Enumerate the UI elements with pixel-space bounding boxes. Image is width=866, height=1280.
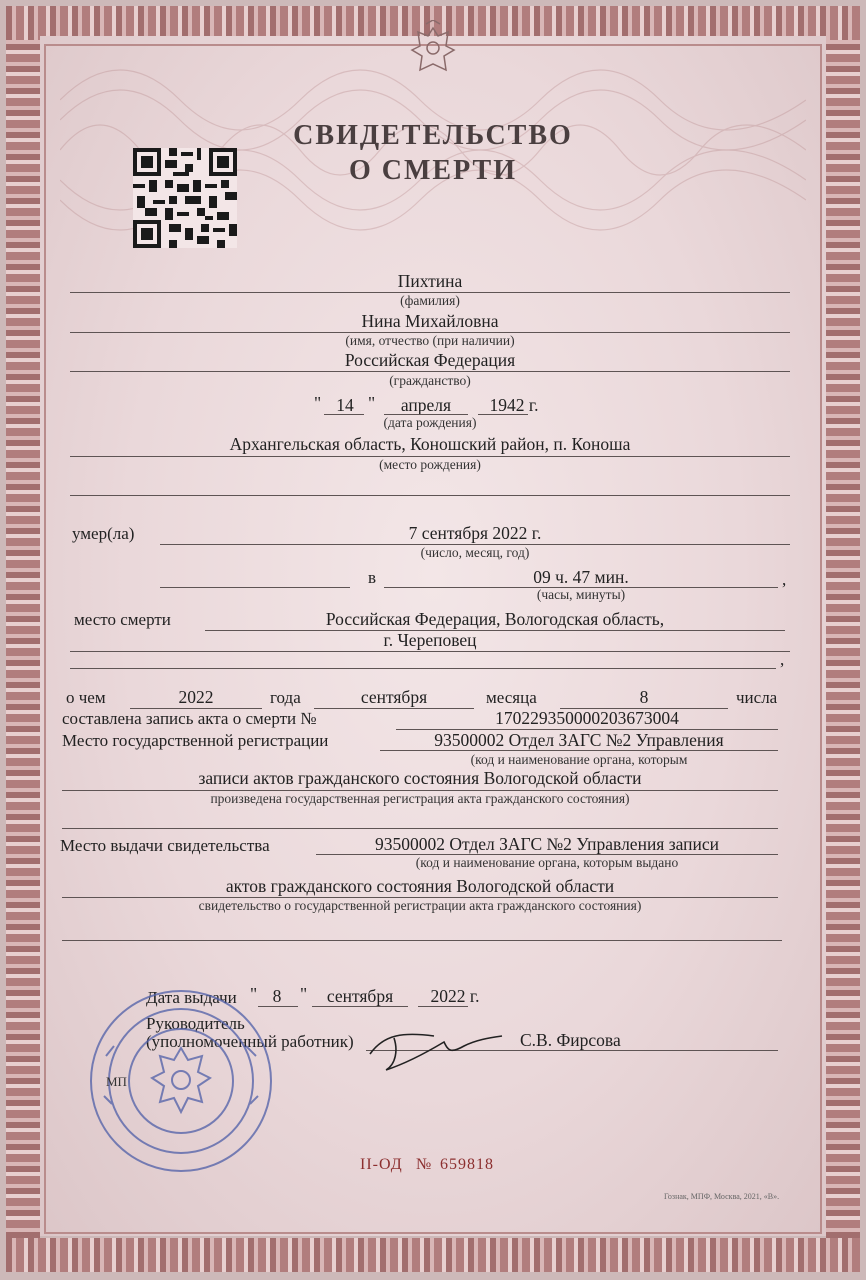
death-time-in-label: в (368, 568, 377, 587)
reg-place-line2-value: записи актов гражданского состояния Вологодской области (198, 768, 642, 788)
death-time-left-line (160, 587, 350, 588)
reg-place-extra-line (62, 828, 778, 829)
death-place-line2 (70, 651, 790, 652)
head-caption: (уполномоченный работник) (146, 1032, 354, 1051)
death-place-line1-value: Российская Федерация, Вологодская область, (325, 609, 665, 629)
coat-of-arms-emblem-icon (408, 20, 458, 80)
record-month-value: сентября (360, 687, 428, 707)
death-place-comma: , (780, 650, 785, 669)
issue-place-caption2: свидетельство о государственной регистрации акта гражданского состояния) (198, 898, 642, 913)
serial-number: 659818 (440, 1156, 494, 1173)
record-year-label: года (270, 688, 301, 707)
issue-date-label: Дата выдачи (146, 988, 237, 1007)
birth-quote-close: " (368, 393, 376, 413)
issue-place-line1-value: 93500002 Отдел ЗАГС №2 Управления записи (374, 834, 720, 854)
qr-code (133, 148, 237, 248)
serial-number-sign: № (416, 1156, 433, 1173)
title-line-1: СВИДЕТЕЛЬСТВО (293, 120, 573, 151)
death-place-label: место смерти (74, 610, 171, 629)
death-time-comma: , (782, 570, 787, 589)
record-day-label: числа (736, 688, 778, 707)
issue-month-value: сентября (326, 986, 394, 1006)
head-label: Руководитель (146, 1014, 245, 1033)
issue-year-value: 2022 г. (430, 986, 480, 1006)
birthplace-extra-line (70, 495, 790, 496)
record-number-value: 170229350000203673004 (495, 708, 679, 728)
surname-value: Пихтина (397, 271, 463, 291)
reg-place-line1 (380, 750, 778, 751)
death-date-caption: (число, месяц, год) (420, 545, 530, 560)
issue-day-value: 8 (272, 986, 282, 1006)
reg-place-line1-value: 93500002 Отдел ЗАГС №2 Управления (434, 730, 724, 750)
record-about-label: о чем (66, 688, 106, 707)
death-place-line2-value: г. Череповец (383, 630, 477, 650)
border-band-bottom (6, 1238, 860, 1272)
record-month-label: месяца (486, 688, 537, 707)
birthplace-caption: (место рождения) (379, 457, 481, 472)
reg-place-caption2: произведена государственная регистрация акта гражданского состояния) (210, 791, 630, 806)
issue-place-caption1: (код и наименование органа, которым выдано (415, 855, 679, 870)
record-day-value: 8 (639, 687, 649, 707)
title-line-2: О СМЕРТИ (348, 155, 517, 186)
reg-place-caption1: (код и наименование органа, которым (470, 752, 688, 767)
border-band-left (6, 40, 40, 1238)
birth-month-value: апреля (400, 395, 452, 415)
reg-place-label: Место государственной регистрации (62, 731, 329, 750)
serial-series: II-ОД (360, 1156, 403, 1173)
death-time-value: 09 ч. 47 мин. (533, 567, 629, 587)
signature-drawing (364, 1024, 504, 1074)
signatory-name: С.В. Фирсова (520, 1030, 621, 1050)
name-value: Нина Михайловна (361, 311, 499, 331)
mp-label: МП (106, 1074, 127, 1089)
birth-quote-open: " (314, 393, 322, 413)
birth-day-value: 14 (336, 395, 354, 415)
issue-place-label: Место выдачи свидетельства (60, 836, 270, 855)
surname-caption: (фамилия) (400, 293, 460, 308)
citizenship-line (70, 371, 790, 372)
printer-imprint: Гознак, МПФ, Москва, 2021, «В». (664, 1192, 780, 1201)
record-year-value: 2022 (178, 687, 214, 707)
citizenship-value: Российская Федерация (344, 350, 516, 370)
issue-place-line2-value: актов гражданского состояния Вологодской области (225, 876, 615, 896)
died-label: умер(ла) (72, 524, 135, 543)
issue-place-extra-line (62, 940, 782, 941)
birthplace-value: Архангельская область, Коношский район, п. Коноша (229, 434, 631, 454)
border-band-right (826, 40, 860, 1238)
record-number-label: составлена запись акта о смерти № (62, 709, 317, 728)
issue-quote-close: " (300, 984, 308, 1004)
birth-date-caption: (дата рождения) (383, 415, 477, 430)
issue-month-line (312, 1006, 408, 1007)
death-time-caption: (часы, минуты) (536, 587, 626, 602)
issue-year-line (418, 1006, 468, 1007)
citizenship-caption: (гражданство) (389, 373, 471, 388)
death-date-value: 7 сентября 2022 г. (408, 523, 542, 543)
issue-quote-open: " (250, 984, 258, 1004)
name-caption: (имя, отчество (при наличии) (345, 333, 515, 348)
death-place-line3 (70, 668, 776, 669)
birth-year-value: 1942 г. (489, 395, 539, 415)
